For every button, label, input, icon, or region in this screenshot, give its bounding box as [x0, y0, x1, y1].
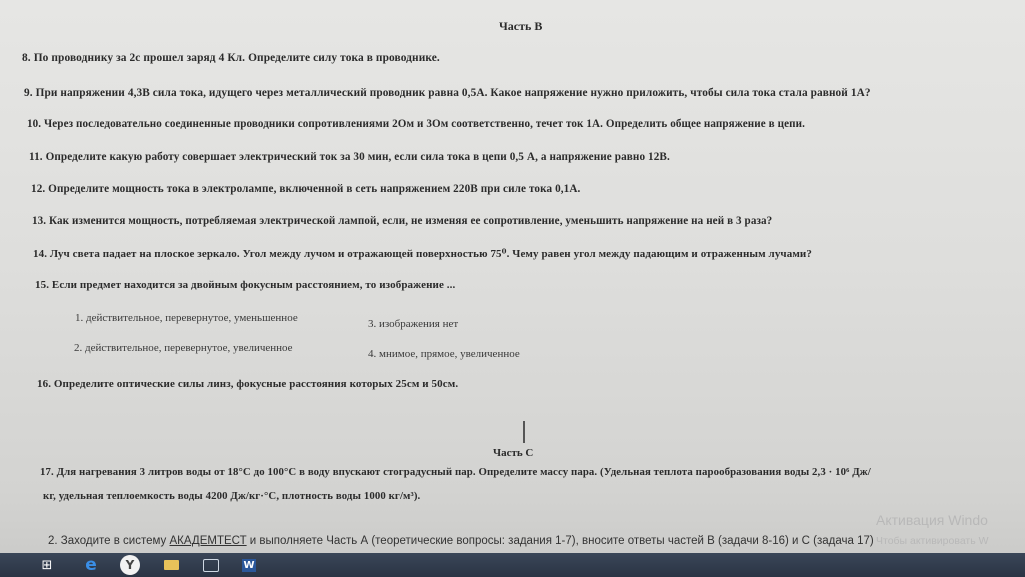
yandex-browser-icon[interactable]: Y: [120, 555, 140, 575]
question-16: 16. Определите оптические силы линз, фокусные расстояния которых 25см и 50см.: [37, 378, 459, 390]
question-17-line-1: 17. Для нагревания 3 литров воды от 18°С до 100°С в воду впускают стоградусный пар. Определите массу пара. (Удельная теплота парообразования воды 2,3 · 10⁶ Дж/: [40, 466, 871, 478]
file-explorer-icon[interactable]: [162, 556, 180, 574]
academtest-link[interactable]: АКАДЕМТЕСТ: [169, 535, 247, 547]
instruction-text-start: 2. Заходите в систему: [48, 535, 170, 547]
question-17-line-2: кг, удельная теплоемкость воды 4200 Дж/кг·°С, плотность воды 1000 кг/м³).: [43, 490, 421, 502]
word-icon-glyph: W: [243, 559, 255, 571]
instruction-line: [48, 535, 874, 547]
windows-activation-subtitle: Чтобы активировать W: [876, 535, 989, 547]
part-b-heading: Часть В: [499, 19, 543, 33]
q15-option-2: 2. действительное, перевернутое, увеличенное: [74, 342, 293, 354]
question-15: 15. Если предмет находится за двойным фокусным расстоянием, то изображение ...: [35, 279, 456, 291]
q15-option-3: 3. изображения нет: [368, 318, 459, 330]
camera-icon[interactable]: [202, 556, 220, 574]
question-11: 11. Определите какую работу совершает электрический ток за 30 мин, если сила тока в цепи 0,5 А, а напряжение равно 12В.: [29, 151, 670, 163]
task-view-icon[interactable]: ⊞: [41, 557, 53, 573]
question-14: 14. Луч света падает на плоское зеркало. Угол между лучом и отражающей поверхностью 75⁰. Чему равен угол между падающим и отраженным лучами?: [33, 248, 812, 260]
windows-activation-title: Активация Windo: [876, 512, 988, 528]
instruction-text-end: и выполняете Часть А (теоретические вопросы: задания 1-7), вносите ответы частей В (задачи 8-16) и С (задача 17): [246, 535, 874, 547]
word-icon[interactable]: [240, 556, 258, 574]
part-c-heading: Часть С: [493, 447, 534, 459]
question-13: 13. Как изменится мощность, потребляемая электрической лампой, если, не изменяя ее сопротивление, уменьшить напряжение на ней в 3 раза?: [32, 215, 773, 227]
question-8: 8. По проводнику за 2с прошел заряд 4 Кл. Определите силу тока в проводнике.: [22, 52, 440, 64]
question-10: 10. Через последовательно соединенные проводники сопротивлениями 2Ом и 3Ом соответственно, течет ток 1А. Определить общее напряжение в цепи.: [27, 118, 805, 130]
taskbar: [0, 553, 1025, 577]
edge-icon[interactable]: e: [85, 555, 97, 575]
q15-option-4: 4. мнимое, прямое, увеличенное: [368, 348, 520, 360]
question-9: 9. При напряжении 4,3В сила тока, идущего через металлический проводник равна 0,5А. Какое напряжение нужно приложить, чтобы сила тока стала равной 1А?: [24, 87, 871, 99]
text-cursor: [523, 421, 525, 443]
question-12: 12. Определите мощность тока в электролампе, включенной в сеть напряжением 220В при силе тока 0,1А.: [31, 183, 581, 195]
q15-option-1: 1. действительное, перевернутое, уменьшенное: [75, 312, 298, 324]
